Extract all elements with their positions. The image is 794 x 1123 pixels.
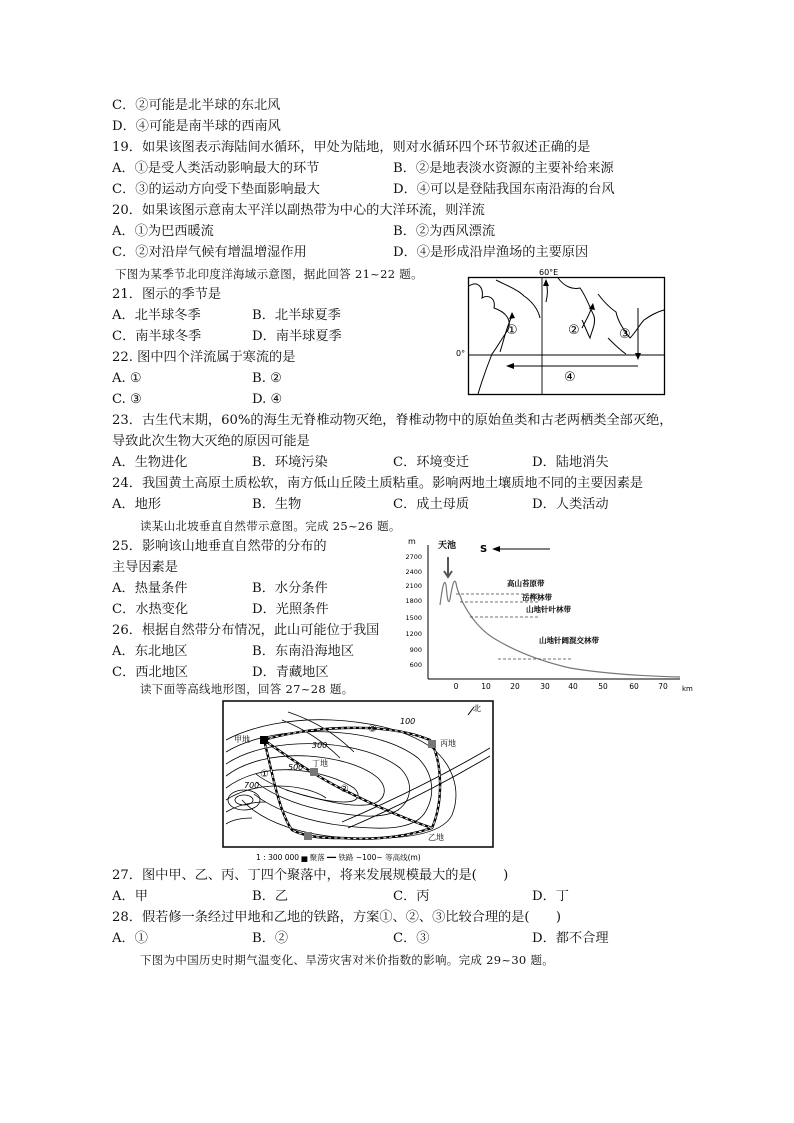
route-marker-1: ① bbox=[260, 769, 269, 780]
current-2-arrow bbox=[582, 306, 592, 328]
question-22: 22. 图中四个洋流属于寒流的是 bbox=[112, 350, 296, 365]
settlement-ding bbox=[310, 768, 318, 776]
q20-option-c: C．②对沿岸气候有增温增湿作用 bbox=[112, 245, 307, 260]
peak-label: 天池 bbox=[438, 541, 457, 551]
map-legend: 1 : 300 000 ▅ 聚落 ━━ 铁路 ~100~ 等高线(m) bbox=[256, 853, 421, 862]
y-tick: 1500 bbox=[405, 614, 422, 622]
q23-option-c: C．环境变迁 bbox=[393, 455, 470, 470]
question-26: 26．根据自然带分布情况，此山可能位于我国 bbox=[112, 623, 380, 638]
q27-option-d: D．丁 bbox=[532, 889, 569, 904]
longitude-label: 60°E bbox=[539, 268, 559, 277]
zone-label: 岳桦林带 bbox=[522, 593, 552, 602]
contour-map bbox=[222, 700, 498, 865]
contour-value: 500 bbox=[288, 763, 304, 772]
x-tick: 70 bbox=[658, 682, 668, 691]
x-tick: 40 bbox=[568, 682, 578, 691]
x-tick: 20 bbox=[510, 682, 520, 691]
x-tick: 30 bbox=[540, 682, 550, 691]
equator-label: 0° bbox=[456, 349, 466, 358]
current-3-head bbox=[635, 353, 641, 360]
current-4-label: ④ bbox=[564, 370, 576, 385]
q23-option-b: B．环境污染 bbox=[252, 455, 328, 470]
current-north-head bbox=[543, 279, 549, 286]
option-d-prev: D．④可能是南半球的西南风 bbox=[112, 119, 281, 134]
q21-option-c: C．南半球冬季 bbox=[112, 329, 202, 344]
q19-option-c: C．③的运动方向受下垫面影响最大 bbox=[112, 182, 320, 197]
q24-option-b: B．生物 bbox=[252, 497, 302, 512]
current-3-label: ③ bbox=[619, 327, 631, 342]
mountain-profile-chart bbox=[400, 535, 700, 695]
q22-option-b: B. ② bbox=[252, 371, 282, 386]
q22-option-a: A. ① bbox=[112, 371, 142, 386]
indian-ocean-map bbox=[456, 268, 668, 396]
q27-option-a: A．甲 bbox=[112, 889, 148, 904]
north-label: 北 bbox=[473, 704, 481, 713]
label-ding: 丁地 bbox=[312, 759, 328, 768]
q24-option-d: D．人类活动 bbox=[532, 497, 609, 512]
coastline-africa bbox=[469, 284, 509, 394]
x-tick: 60 bbox=[629, 682, 639, 691]
question-23: 23．古生代末期，60%的海生无脊椎动物灭绝，脊椎动物中的原始鱼类和古老两栖类全部灭绝， bbox=[112, 413, 673, 428]
q19-option-d: D．④可以是登陆我国东南沿海的台风 bbox=[393, 182, 615, 197]
q25-option-d: D．光照条件 bbox=[252, 602, 329, 617]
q28-option-a: A．① bbox=[112, 931, 148, 946]
zone-labels bbox=[507, 578, 599, 645]
route-marker-2: ② bbox=[340, 784, 349, 795]
contour-value: 700 bbox=[244, 781, 260, 790]
current-4-head bbox=[506, 363, 514, 369]
settlement-bing bbox=[428, 740, 436, 748]
q21-option-a: A．北半球冬季 bbox=[112, 308, 201, 323]
intro-25-26: 读某山北坡垂直自然带示意图。完成 25~26 题。 bbox=[140, 519, 401, 533]
q20-option-b: B．②为西风漂流 bbox=[393, 224, 496, 239]
q26-option-a: A．东北地区 bbox=[112, 644, 188, 659]
q23-option-a: A．生物进化 bbox=[112, 455, 188, 470]
current-1-head bbox=[509, 312, 515, 319]
q26-option-b: B．东南沿海地区 bbox=[252, 644, 355, 659]
x-tick: 0 bbox=[453, 682, 459, 691]
question-25-line2: 主导因素是 bbox=[112, 560, 178, 575]
terrain-profile bbox=[440, 581, 680, 677]
y-tick: 2700 bbox=[405, 553, 422, 561]
q28-option-c: C．③ bbox=[393, 931, 430, 946]
settlement-yi-marker bbox=[304, 832, 312, 840]
settlement-jia bbox=[260, 736, 268, 744]
y-tick: 2400 bbox=[405, 568, 422, 576]
current-1-label: ① bbox=[506, 323, 518, 338]
question-25: 25．影响该山地垂直自然带的分布的 bbox=[112, 539, 327, 554]
q23-option-d: D．陆地消失 bbox=[532, 455, 609, 470]
question-19: 19．如果该图表示海陆间水循环，甲处为陆地，则对水循环四个环节叙述正确的是 bbox=[112, 140, 591, 155]
question-21: 21．图示的季节是 bbox=[112, 287, 222, 302]
q28-option-b: B．② bbox=[252, 931, 289, 946]
zone-label: 山地针阔混交林带 bbox=[539, 636, 599, 645]
q26-option-d: D．青藏地区 bbox=[252, 665, 329, 680]
q22-option-d: D. ④ bbox=[252, 392, 283, 407]
q24-option-a: A．地形 bbox=[112, 497, 162, 512]
current-2-label: ② bbox=[568, 323, 580, 338]
q20-option-a: A．①为巴西暖流 bbox=[112, 224, 214, 239]
route-marker-3: ③ bbox=[368, 724, 377, 735]
question-23-line2: 导致此次生物大灭绝的原因可能是 bbox=[112, 434, 310, 449]
x-tick: 50 bbox=[598, 682, 608, 691]
q19-option-a: A．①是受人类活动影响最大的环节 bbox=[112, 161, 320, 176]
q27-option-b: B．乙 bbox=[252, 889, 289, 904]
q21-option-b: B．北半球夏季 bbox=[252, 308, 341, 323]
label-bing: 丙地 bbox=[440, 739, 456, 748]
intro-27-28: 读下面等高线地形图，回答 27~28 题。 bbox=[140, 682, 354, 696]
q22-option-c: C. ③ bbox=[112, 392, 142, 407]
x-tick: 10 bbox=[481, 682, 491, 691]
q25-option-c: C．水热变化 bbox=[112, 602, 189, 617]
label-jia: 甲地 bbox=[234, 735, 250, 744]
q20-option-d: D．④是形成沿岸渔场的主要原因 bbox=[393, 245, 589, 260]
question-28: 28．假若修一条经过甲地和乙地的铁路，方案①、②、③比较合理的是( ) bbox=[112, 910, 562, 925]
zone-label: 山地针叶林带 bbox=[526, 605, 571, 614]
y-unit: m bbox=[408, 537, 416, 546]
q19-option-b: B．②是地表淡水资源的主要补给来源 bbox=[393, 161, 614, 176]
contour-value: 300 bbox=[312, 741, 328, 750]
label-yi: 乙地 bbox=[428, 833, 444, 842]
coastline-southeast-asia bbox=[598, 294, 664, 338]
q26-option-c: C．西北地区 bbox=[112, 665, 189, 680]
q25-option-a: A．热量条件 bbox=[112, 581, 188, 596]
y-tick: 600 bbox=[409, 661, 422, 669]
x-unit: km bbox=[682, 685, 693, 693]
option-c-prev: C．②可能是北半球的东北风 bbox=[112, 98, 281, 113]
q27-option-c: C．丙 bbox=[393, 889, 430, 904]
question-27: 27．图中甲、乙、丙、丁四个聚落中，将来发展规模最大的是( ) bbox=[112, 868, 509, 883]
direction-arrow-head bbox=[492, 546, 500, 552]
y-tick: 900 bbox=[409, 646, 422, 654]
y-tick: 2100 bbox=[405, 582, 422, 590]
q28-option-d: D．都不合理 bbox=[532, 931, 609, 946]
y-ticks bbox=[405, 553, 422, 669]
question-24: 24．我国黄土高原土质松软，南方低山丘陵土质粘重。影响两地土壤质地不同的主要因素是 bbox=[112, 476, 644, 491]
intro-29-30: 下图为中国历史时期气温变化、旱涝灾害对米价指数的影响。完成 29~30 题。 bbox=[140, 953, 555, 967]
x-ticks bbox=[454, 682, 668, 691]
contour-value: 100 bbox=[400, 717, 416, 726]
y-tick: 1200 bbox=[405, 630, 422, 638]
q25-option-b: B．水分条件 bbox=[252, 581, 328, 596]
q21-option-d: D．南半球夏季 bbox=[252, 329, 342, 344]
direction-label: S bbox=[480, 544, 488, 555]
peak-arrow bbox=[444, 557, 452, 577]
zone-label: 高山苔原带 bbox=[507, 579, 545, 588]
intro-21-22: 下图为某季节北印度洋海域示意图，据此回答 21~22 题。 bbox=[115, 267, 423, 281]
question-20: 20．如果该图示意南太平洋以副热带为中心的大洋环流，则洋流 bbox=[112, 203, 485, 218]
y-tick: 1800 bbox=[405, 597, 422, 605]
q24-option-c: C．成土母质 bbox=[393, 497, 470, 512]
